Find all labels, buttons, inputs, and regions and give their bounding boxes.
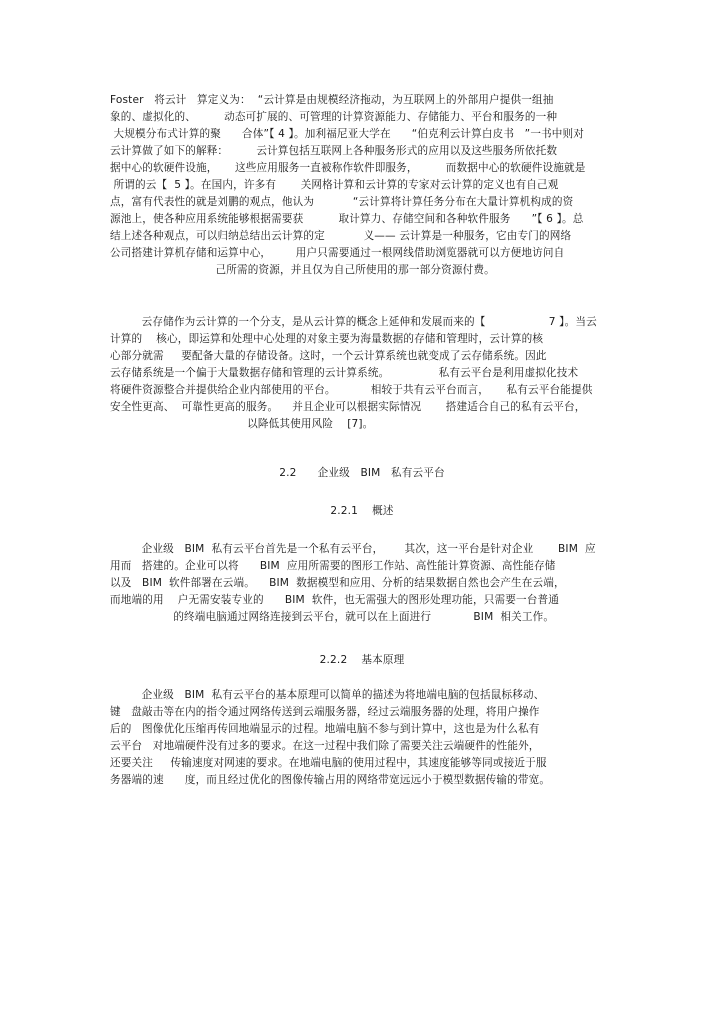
text-line: 点，富有代表性的就是刘鹏的观点，他认为 “云计算将计算任务分布在大量计算机构成的资 <box>110 196 574 208</box>
text-line: 的终端电脑通过网络连接到云平台，就可以在上面进行 BIM 相关工作。 <box>110 611 555 623</box>
text-line: 云计算做了如下的解释： 云计算包括互联网上各种服务形式的应用以及这些服务所依托数 <box>110 145 558 157</box>
text-line: 以降低其使用风险 [7]。 <box>110 418 374 430</box>
text-line: 大规模分布式计算的聚 合体”【 4 】。加利福尼亚大学在 “伯克利云计算白皮书 ”一书中则对 <box>110 128 585 140</box>
text-line: Foster 将云计 算定义为： “云计算是由规模经济拖动，为互联网上的外部用户提供一组抽 <box>110 94 554 106</box>
text-line: 还要关注 传输速度对网速的要求。在地端电脑的使用过程中，其速度能够等同或接近于服 <box>110 757 547 769</box>
text-line: 心部分就需 要配备大量的存储设备。这时，一个云计算系统也就变成了云存储系统。因此 <box>110 350 547 362</box>
text-line: 企业级 BIM 私有云平台首先是一个私有云平台， 其次，这一平台是针对企业 BIM 应 <box>110 543 596 555</box>
text-line: 云存储作为云计算的一个分支，是从云计算的概念上延伸和发展而来的【 7 】。当云 <box>110 316 597 328</box>
text-line: 所谓的云【 5 】。在国内，许多有 关网格计算和云计算的专家对云计算的定义也有自己观 <box>110 179 559 191</box>
subsection-heading-principle: 2.2.2 基本原理 <box>319 654 405 666</box>
text-line: 象的、虚拟化的、 动态可扩展的、可管理的计算资源能力、存储能力、平台和服务的一种 <box>110 111 558 123</box>
subsection-heading-overview: 2.2.1 概述 <box>330 505 394 517</box>
section-heading: 2.2 企业级 BIM 私有云平台 <box>279 467 445 479</box>
text-line: 公司搭建计算机存储和运算中心， 用户只需要通过一根网线借助浏览器就可以方便地访问自 <box>110 247 565 259</box>
text-line: 用而 搭建的。企业可以将 BIM 应用所需要的图形工作站、高性能计算资源、高性能存储 <box>110 560 556 572</box>
text-line: 云平台 对地端硬件没有过多的要求。在这一过程中我们除了需要关注云端硬件的性能外， <box>110 740 540 752</box>
text-line: 将硬件资源整合并提供给企业内部使用的平台。 相较于共有云平台而言， 私有云平台能提供 <box>110 384 593 396</box>
text-line: 而地端的用 户无需安装专业的 BIM 软件，也无需强大的图形处理功能，只需要一台普通 <box>110 594 559 606</box>
text-line: 云存储系统是一个偏于大量数据存储和管理的云计算系统。 私有云平台是利用虚拟化技术 <box>110 367 579 379</box>
text-line: 企业级 BIM 私有云平台的基本原理可以简单的描述为将地端电脑的包括鼠标移动、 <box>110 689 545 701</box>
text-line: 键 盘敲击等在内的指令通过网络传送到云端服务器，经过云端服务器的处理，将用户操作 <box>110 706 540 718</box>
text-line: 计算的 核心，即运算和处理中心处理的对象主要为海量数据的存储和管理时，云计算的核 <box>110 333 544 345</box>
text-line: 据中心的软硬件设施， 这些应用服务一直被称作软件即服务， 而数据中心的软硬件设施就是 <box>110 162 586 174</box>
text-line: 以及 BIM 软件部署在云端。 BIM 数据模型和应用、分析的结果数据自然也会产生在云端， <box>110 577 565 589</box>
text-line: 己所需的资源，并且仅为自己所使用的那一部分资源付费。 <box>110 264 495 276</box>
text-line: 后的 图像优化压缩再传回地端显示的过程。地端电脑不参与到计算中，这也是为什么私有 <box>110 723 540 735</box>
text-line: 务器端的速 度，而且经过优化的图像传输占用的网络带宽远远小于模型数据传输的带宽。 <box>110 774 551 786</box>
text-line: 结上述各种观点，可以归纳总结出云计算的定 义—— 云计算是一种服务，它由专门的网络 <box>110 230 572 242</box>
text-line: 源池上，使各种应用系统能够根据需要获 取计算力、存储空间和各种软件服务 ”【 6 】。总 <box>110 213 584 225</box>
text-line: 安全性更高、 可靠性更高的服务。 并且企业可以根据实际情况 搭建适合自己的私有云平台， <box>110 401 586 413</box>
